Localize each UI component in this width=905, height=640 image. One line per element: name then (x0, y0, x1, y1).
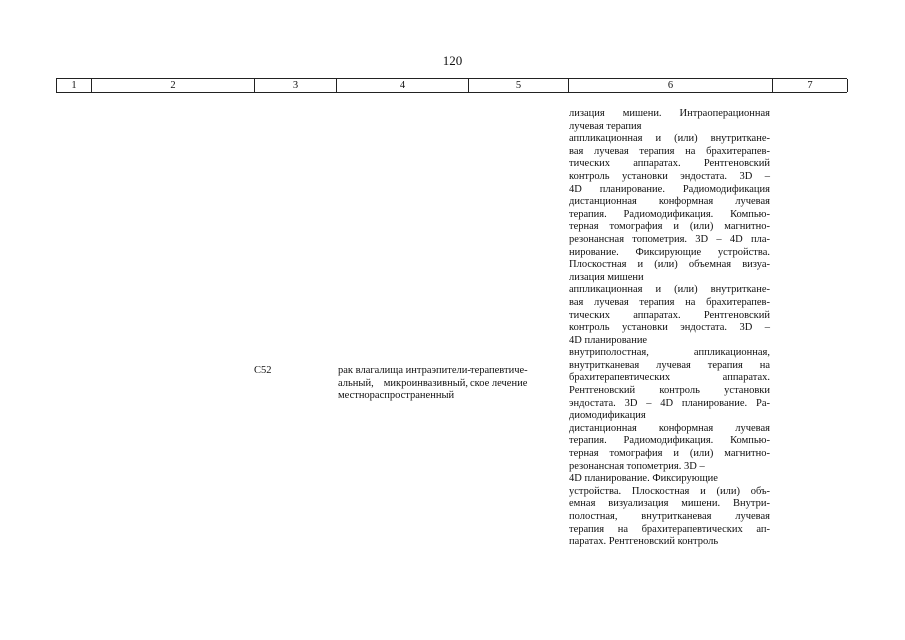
diagnosis-line: рак влагалища интраэпители- (338, 365, 471, 376)
col6-text-line: терная томография и (или) магнитно- (569, 221, 770, 233)
col6-text-line: внутриполостная, аппликационная, (569, 347, 770, 359)
col6-text-line: нирование. Фиксирующие устройства. (569, 246, 770, 258)
col6-text-line: Плоскостная и (или) объемная визуа- (569, 259, 770, 271)
treatment-line: ское лечение (470, 377, 528, 389)
medical-table (56, 78, 847, 548)
col6-text-line: 4D планирование (569, 334, 648, 346)
col6-text-line: полостная, внутритканевая лучевая (569, 511, 770, 522)
col6-text-line: лизация мишени. Интраоперационная (569, 108, 770, 119)
col6-text-line: терапия на брахитерапевтических ап- (569, 523, 770, 535)
col6-text-line: емная визуализация мишени. Внутри- (569, 498, 770, 510)
col6-text-line: дистанционная конформная лучевая (569, 422, 770, 434)
col6-text-line: вая лучевая терапия на брахитерапев- (569, 296, 770, 308)
col6-text-line: аппликационная и (или) внутриткане- (569, 284, 770, 296)
diagnosis-line: альный, микроинвазивный, (338, 377, 468, 389)
col-header-2: 2 (91, 79, 254, 92)
col-header-6: 6 (568, 79, 772, 92)
col6-text-line: терапия. Радиомодификация. Компью- (569, 208, 770, 220)
col6-text-line: тических аппаратах. Рентгеновский (569, 158, 770, 170)
col6-text-line: аппликационная и (или) внутриткане- (569, 133, 770, 145)
diagnosis-line: местнораспространенный (338, 390, 455, 402)
col6-text-line: диомодификация (569, 410, 646, 422)
col6-text-line: терапия. Радиомодификация. Компью- (569, 435, 770, 447)
col6-text-line: устройства. Плоскостная и (или) объ- (569, 485, 770, 497)
col6-text-line: Рентгеновский контроль установки (569, 385, 770, 397)
row-diagnosis-c52 (338, 365, 471, 403)
col6-text-line: терная томография и (или) магнитно- (569, 448, 770, 460)
row-treatment-c52 (470, 365, 566, 390)
treatment-line: терапевтиче- (470, 365, 528, 376)
col6-method-text (569, 108, 770, 549)
col6-text-line: внутритканевая лучевая терапия на (569, 359, 770, 371)
col-header-1: 1 (56, 79, 91, 92)
col6-text-line: дистанционная конформная лучевая (569, 196, 770, 208)
col-header-3: 3 (254, 79, 336, 92)
col6-text-line: лучевая терапия (569, 120, 642, 132)
col6-text-line: контроль установки эндостата. 3D – (569, 322, 770, 334)
col6-text-line: эндостата. 3D – 4D планирование. Ра- (569, 397, 770, 409)
row-code-c52: C52 (254, 365, 272, 376)
col6-text-line: резонансная топометрия. 3D – (569, 460, 705, 472)
col6-text-line: 4D планирование. Фиксирующие (569, 473, 718, 485)
col6-text-line: резонансная топометрия. 3D – 4D пла- (569, 233, 770, 245)
col6-text-line: тических аппаратах. Рентгеновский (569, 309, 770, 321)
col6-text-line: паратах. Рентгеновский контроль (569, 536, 719, 548)
col6-text-line: вая лучевая терапия на брахитерапев- (569, 145, 770, 157)
col-header-5: 5 (468, 79, 568, 92)
page-number: 120 (442, 53, 463, 68)
col6-text-line: контроль установки эндостата. 3D – (569, 170, 770, 182)
table-header-row (56, 78, 847, 93)
col6-text-line: лизация мишени (569, 271, 644, 283)
col6-text-line: 4D планирование. Радиомодификация (569, 183, 770, 195)
col-header-4: 4 (336, 79, 468, 92)
col6-text-line: брахитерапевтических аппаратах. (569, 372, 770, 384)
col-header-7: 7 (772, 79, 848, 92)
